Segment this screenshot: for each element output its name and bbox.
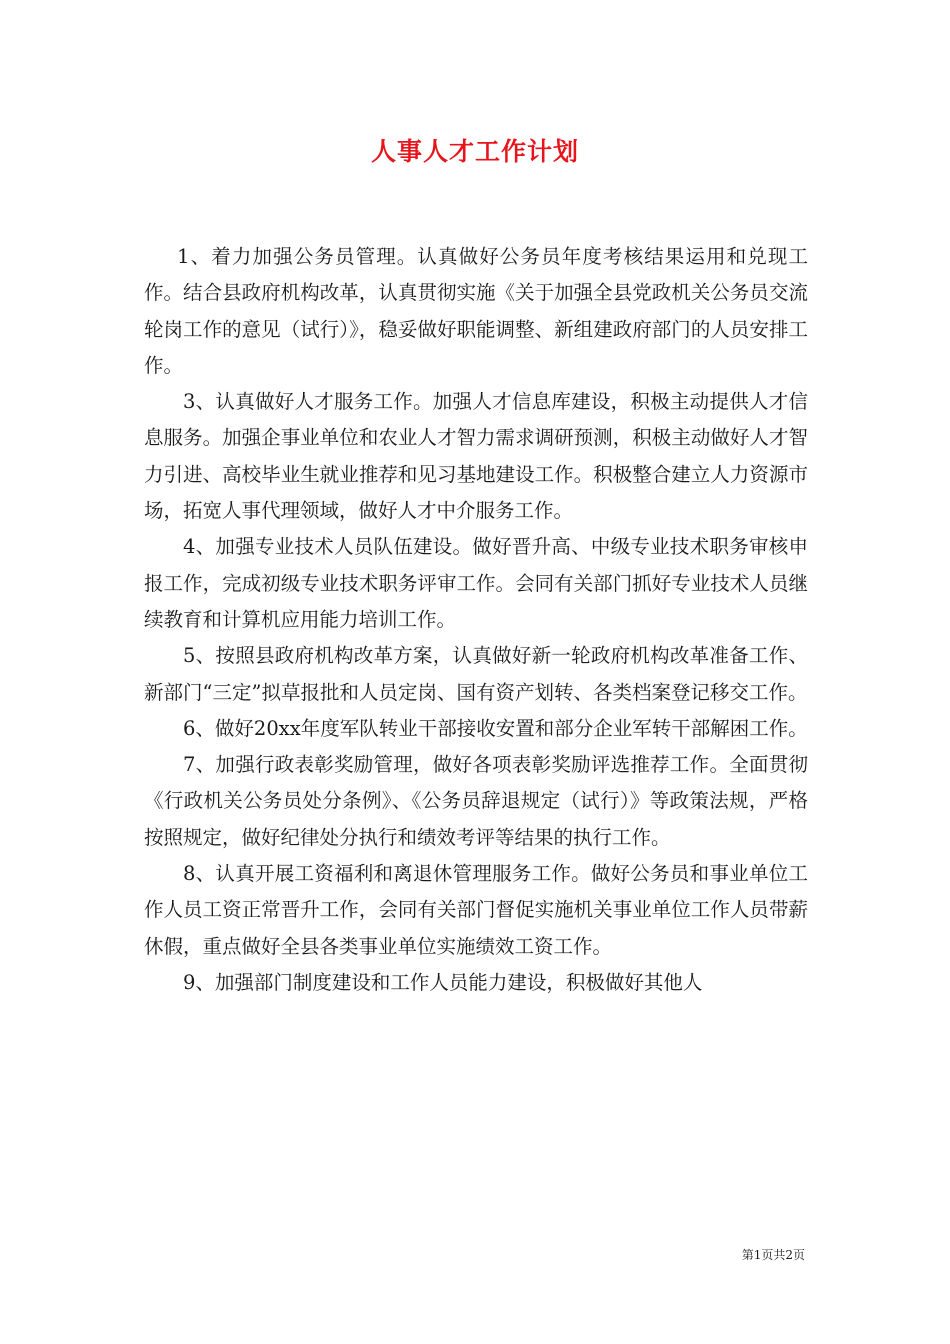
paragraph-1: 1、着力加强公务员管理。认真做好公务员年度考核结果运用和兑现工作。结合县政府机构改革，认真贯彻实施《关于加强全县党政机关公务员交流轮岗工作的意见（试行）》，稳妥做好职能调整、新组建政府部门的人员安排工作。 — [144, 245, 808, 377]
page-number-footer: 第1页共2页 — [741, 1248, 805, 1262]
paragraph-4: 4、加强专业技术人员队伍建设。做好晋升高、中级专业技术职务审核申报工作，完成初级专业技术职务评审工作。会同有关部门抓好专业技术人员继续教育和计算机应用能力培训工作。 — [144, 535, 808, 631]
paragraph-5: 5、按照县政府机构改革方案，认真做好新一轮政府机构改革准备工作、新部门“三定”拟草报批和人员定岗、国有资产划转、各类档案登记移交工作。 — [144, 644, 808, 704]
paragraph-8: 8、认真开展工资福利和离退休管理服务工作。做好公务员和事业单位工作人员工资正常晋升工作，会同有关部门督促实施机关事业单位工作人员带薪休假，重点做好全县各类事业单位实施绩效工资工作。 — [144, 862, 808, 958]
paragraph-9: 9、加强部门制度建设和工作人员能力建设，积极做好其他人 — [183, 970, 703, 994]
document-title: 人事人才工作计划 — [370, 137, 579, 166]
document-body — [144, 239, 808, 1001]
paragraph-6: 6、做好20xx年度军队转业干部接收安置和部分企业军转干部解困工作。 — [183, 716, 808, 740]
paragraph-7: 7、加强行政表彰奖励管理，做好各项表彰奖励评选推荐工作。全面贯彻《行政机关公务员处分条例》、《公务员辞退规定（试行）》等政策法规，严格按照规定，做好纪律处分执行和绩效考评等结果的执行工作。 — [144, 753, 808, 849]
paragraph-3: 3、认真做好人才服务工作。加强人才信息库建设，积极主动提供人才信息服务。加强企事业单位和农业人才智力需求调研预测，积极主动做好人才智力引进、高校毕业生就业推荐和见习基地建设工作。积极整合建立人力资源市场，拓宽人事代理领域，做好人才中介服务工作。 — [144, 390, 808, 523]
